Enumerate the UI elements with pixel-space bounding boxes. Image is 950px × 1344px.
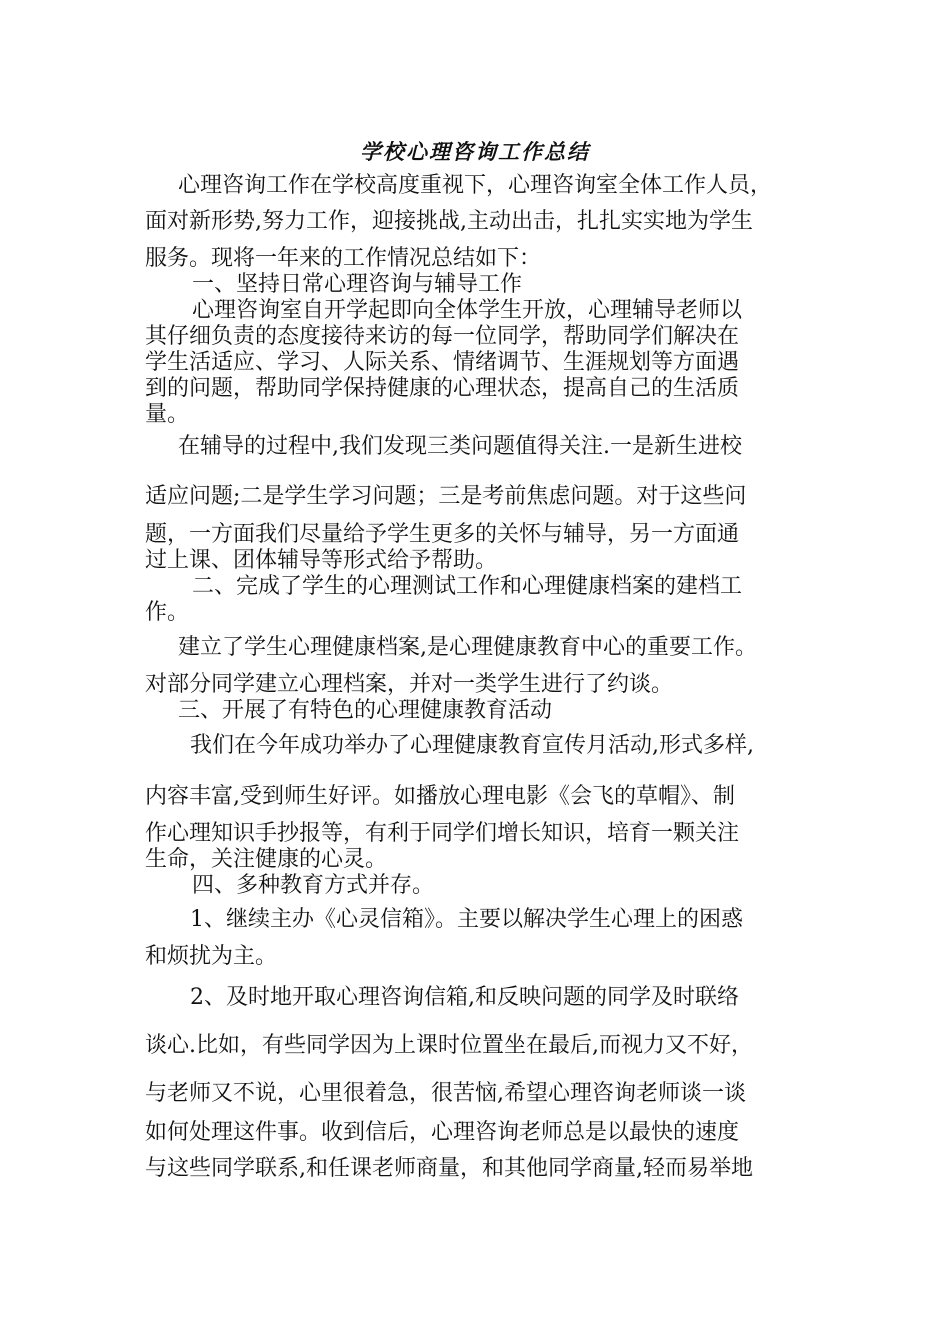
paragraph-line: 建立了学生心理健康档案,是心理健康教育中心的重要工作。 (178, 635, 757, 660)
paragraph-line: 面对新形势,努力工作，迎接挑战,主动出击，扎扎实实地为学生 (145, 209, 753, 234)
paragraph-line: 到的问题，帮助同学保持健康的心理状态，提高自己的生活质 (145, 376, 740, 401)
paragraph-line: 作心理知识手抄报等，有利于同学们增长知识，培育一颗关注 (145, 821, 740, 846)
paragraph-line: 其仔细负责的态度接待来访的每一位同学，帮助同学们解决在 (145, 324, 740, 349)
paragraph-line: 谈心.比如，有些同学因为上课时位置坐在最后,而视力又不好， (145, 1033, 753, 1058)
section-heading: 四、多种教育方式并存。 (192, 873, 435, 898)
paragraph-line: 学生活适应、学习、人际关系、情绪调节、生涯规划等方面遇 (145, 350, 740, 375)
paragraph-line: 心理咨询室自开学起即向全体学生开放，心理辅导老师以 (192, 298, 743, 323)
section-heading: 一、坚持日常心理咨询与辅导工作 (192, 272, 523, 297)
section-heading: 三、开展了有特色的心理健康教育活动 (178, 698, 553, 723)
paragraph-line: 心理咨询工作在学校高度重视下，心理咨询室全体工作人员， (178, 173, 773, 198)
paragraph-line: 量。 (145, 402, 190, 427)
paragraph-line: 过上课、团体辅导等形式给予帮助。 (145, 548, 498, 573)
paragraph-line: 2、及时地开取心理咨询信箱,和反映问题的同学及时联络 (190, 985, 739, 1010)
paragraph-line: 在辅导的过程中,我们发现三类问题值得关注.一是新生进校 (178, 434, 742, 459)
paragraph-line: 适应问题;二是学生学习问题；三是考前焦虑问题。对于这些问 (145, 484, 747, 509)
paragraph-line: 生命，关注健康的心灵。 (145, 847, 388, 872)
paragraph-line: 与老师又不说，心里很着急，很苦恼,希望心理咨询老师谈一谈 (145, 1081, 746, 1106)
paragraph-line: 如何处理这件事。收到信后，心理咨询老师总是以最快的速度 (145, 1120, 740, 1145)
section-heading-cont: 作。 (145, 600, 190, 625)
document-title: 学校心理咨询工作总结 (360, 139, 590, 164)
paragraph-line: 与这些同学联系,和任课老师商量，和其他同学商量,轻而易举地 (145, 1156, 753, 1181)
paragraph-line: 我们在今年成功举办了心理健康教育宣传月活动,形式多样, (190, 733, 754, 758)
paragraph-line: 和烦扰为主。 (145, 944, 278, 969)
paragraph-line: 对部分同学建立心理档案，并对一类学生进行了约谈。 (145, 672, 674, 697)
section-heading: 二、完成了学生的心理测试工作和心理健康档案的建档工 (192, 574, 743, 599)
paragraph-line: 题，一方面我们尽量给予学生更多的关怀与辅导，另一方面通 (145, 522, 740, 547)
paragraph-line: 服务。现将一年来的工作情况总结如下： (145, 246, 542, 271)
paragraph-line: 内容丰富,受到师生好评。如播放心理电影《会飞的草帽》、制 (145, 784, 735, 809)
paragraph-line: 1、继续主办《心灵信箱》。主要以解决学生心理上的困惑 (190, 907, 743, 932)
